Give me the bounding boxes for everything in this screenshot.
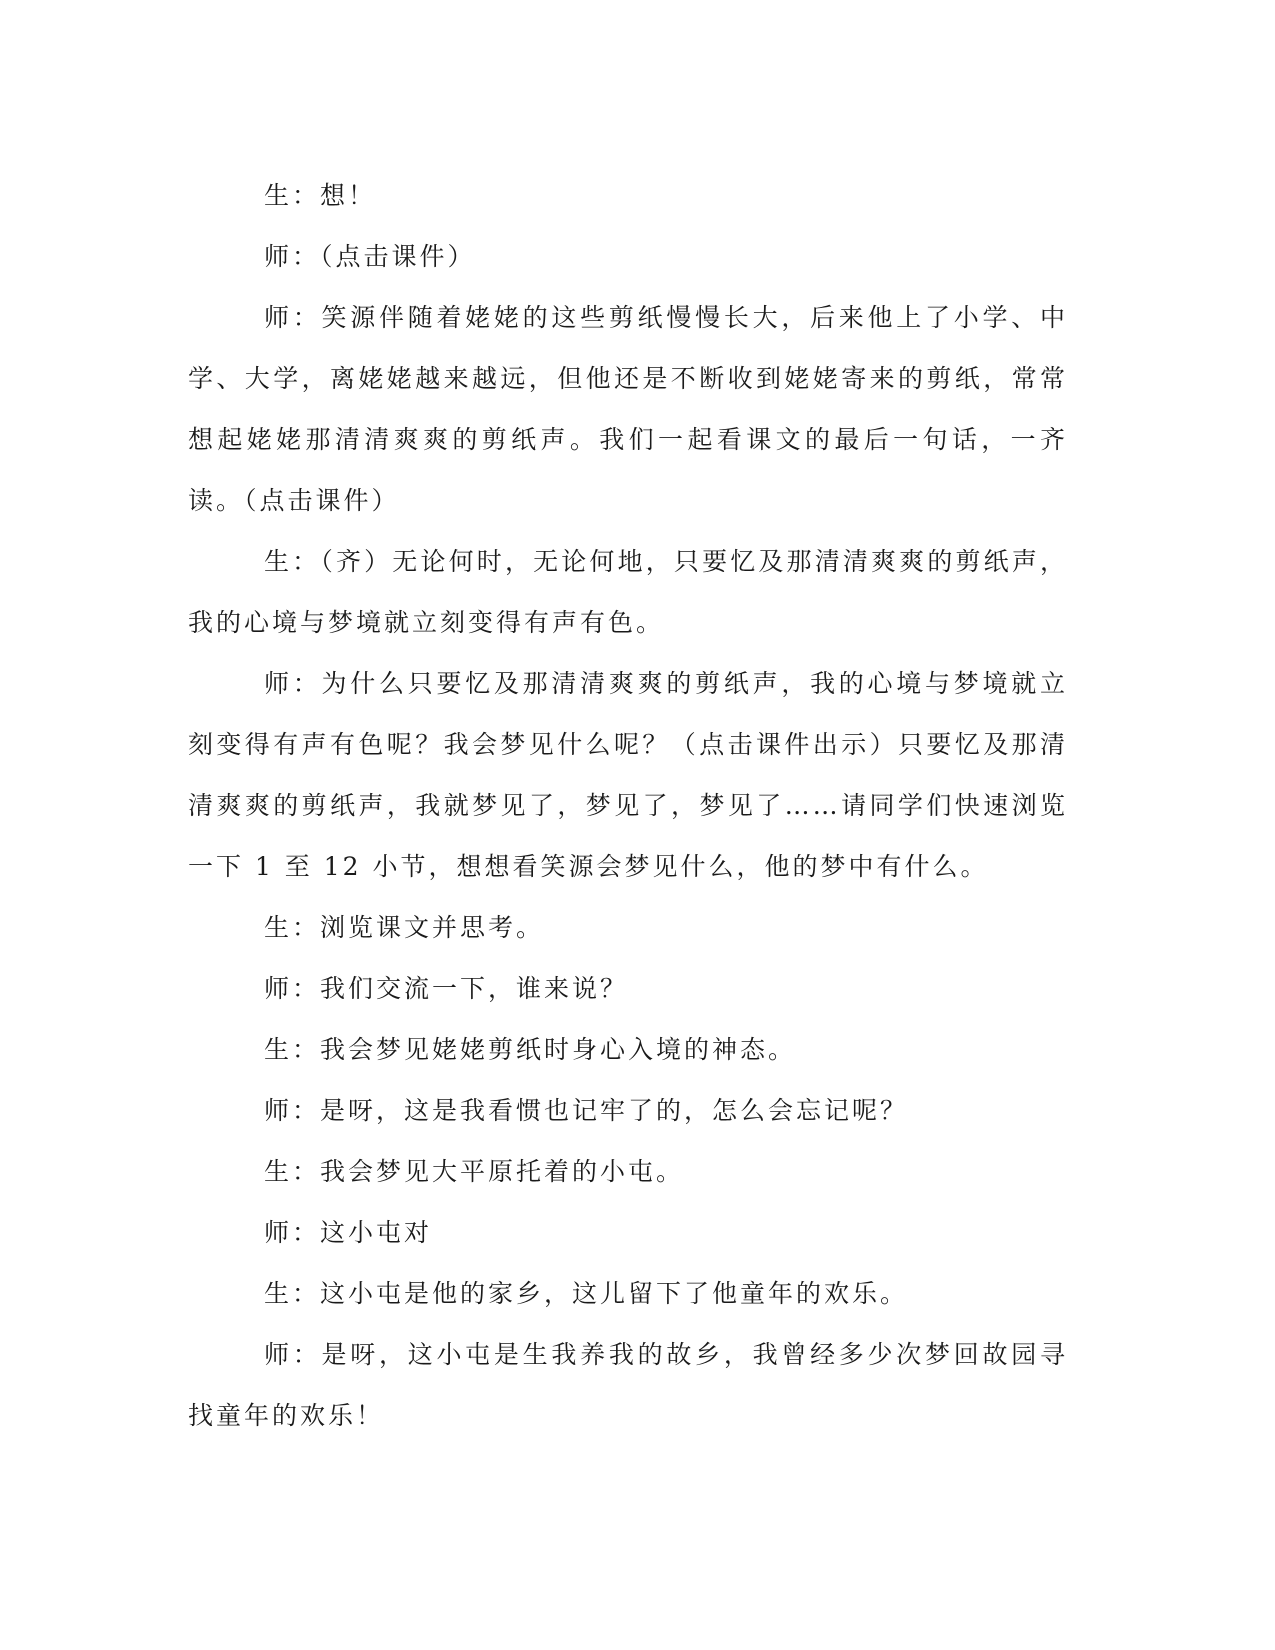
paragraph-11: 师：这小屯对 — [264, 1218, 433, 1247]
paragraph-8: 生：我会梦见姥姥剪纸时身心入境的神态。 — [264, 1035, 797, 1064]
paragraph-6: 生：浏览课文并思考。 — [264, 913, 545, 942]
paragraph-9: 师：是呀，这是我看惯也记牢了的，怎么会忘记呢？ — [264, 1096, 909, 1125]
paragraph-4: 生：（齐）无论何时，无论何地，只要忆及那清清爽爽的剪纸声，我的心境与梦境就立刻变得有声有色。 — [188, 547, 1068, 637]
paragraph-1: 生：想！ — [264, 181, 377, 210]
paragraph-3: 师：笑源伴随着姥姥的这些剪纸慢慢长大，后来他上了小学、中学、大学，离姥姥越来越远，但他还是不断收到姥姥寄来的剪纸，常常想起姥姥那清清爽爽的剪纸声。我们一起看课文的最后一句话，一齐读。（点击课件） — [188, 303, 1068, 515]
paragraph-13: 师：是呀，这小屯是生我养我的故乡，我曾经多少次梦回故园寻找童年的欢乐！ — [188, 1340, 1068, 1430]
document-body — [188, 165, 1068, 1446]
paragraph-12: 生：这小屯是他的家乡，这儿留下了他童年的欢乐。 — [264, 1279, 909, 1308]
paragraph-5: 师：为什么只要忆及那清清爽爽的剪纸声，我的心境与梦境就立刻变得有声有色呢？我会梦见什么呢？（点击课件出示）只要忆及那清清爽爽的剪纸声，我就梦见了，梦见了，梦见了……请同学们快速浏览一下 1 至 12 小节，想想看笑源会梦见什么，他的梦中有什么。 — [188, 669, 1068, 881]
paragraph-2: 师：（点击课件） — [264, 242, 476, 271]
paragraph-7: 师：我们交流一下，谁来说？ — [264, 974, 629, 1003]
paragraph-10: 生：我会梦见大平原托着的小屯。 — [264, 1157, 685, 1186]
